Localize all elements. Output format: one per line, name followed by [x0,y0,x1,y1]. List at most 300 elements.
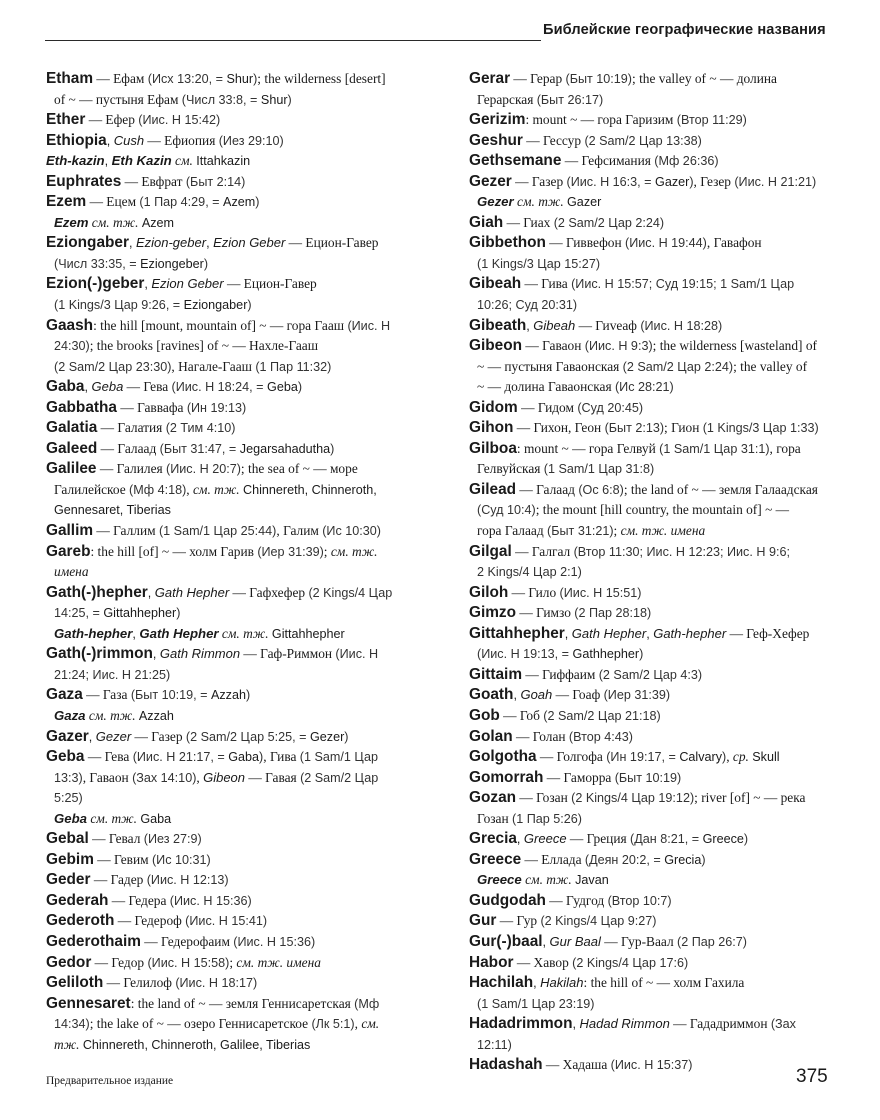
entry-text: (Ис 10:30) [322,524,381,539]
headword: Ethiopia [46,131,107,149]
entry-text: — Гавая [245,769,301,785]
entry-text: (Втор 4:43) [568,729,633,744]
cross-reference-label: имена [54,564,89,580]
entry-continuation-line [469,90,869,111]
entry-text: — Газер [511,173,567,189]
entry-continuation-line [46,336,456,357]
entry-line [46,274,456,295]
entry-text: (1 Sam/1 Цар 23:19) [477,996,595,1011]
entry-text: — Ефиопия [144,132,219,148]
entry-line [46,316,456,337]
entry-text: — Гидом [517,399,578,415]
entry-line [469,911,869,932]
cross-reference-label: см. [171,153,197,169]
entry-text: Gibeah [533,317,576,333]
entry-text: — Гессур [522,132,585,148]
entry-text: — Хадаша [542,1057,611,1073]
entry-line [46,542,456,563]
entry-line [46,870,456,891]
entry-continuation-line [469,459,869,480]
entry-text: ; [613,523,621,539]
entry-text: Chinnereth, Chinneroth, [243,482,377,497]
headword: Gilead [469,480,517,498]
entry-text: — Гур-Ваал [600,933,677,949]
entry-line [469,336,869,357]
entry-text: (Иис. Н [335,647,379,662]
entry-text: — Геф-Хефер [726,625,810,641]
entry-text: 10:26; Суд 20:31) [477,298,578,313]
entry-continuation-line [46,1014,456,1035]
headword-variant: Ezem [54,214,89,230]
headword: Habor [469,953,514,971]
entry-text: ) [689,174,694,189]
entry-text: Hakilah [540,975,584,991]
entry-continuation-line [46,254,456,275]
entry-text: (Иис. Н 12:13) [146,873,229,888]
entry-text: Javan [575,873,609,888]
entry-text: Greece [702,832,744,847]
entry-text: Gathhepher [572,647,640,662]
headword-variant: Eth-kazin [46,153,105,169]
entry-line [46,172,456,193]
entry-text: (Иис. Н [347,318,391,333]
headword: Gittaim [469,665,523,683]
entry-text: Ezion Geber [213,235,286,251]
entry-text: Skull [752,750,780,765]
entry-text: — Голгофа [536,749,607,765]
entry-text: — Гихон, Геон [513,420,605,436]
entry-continuation-line [46,357,456,378]
entry-text: — Ецион-Гавер [223,276,317,292]
entry-text: (Иис. Н 9:3) [584,339,653,354]
headword: Gur [469,912,497,930]
entry-text: (Быт 10:19) [614,770,682,785]
headword: Gederothaim [46,932,141,950]
entry-text: — Гедор [91,954,148,970]
entry-text: , [186,481,193,497]
headword: Gimzo [469,604,517,622]
entry-text: Goah [520,687,553,703]
entry-text: (2 Sam/2 Цар 13:38) [584,133,702,148]
entry-text: Gur Baal [549,933,601,949]
entry-line [46,829,456,850]
entry-text: , гора [769,440,801,456]
entry-text: : mount ~ — гора Гаризим [525,112,677,128]
headword: Gaba [46,378,85,396]
entry-text: (Иез 27:9) [143,832,202,847]
headword: Gomorrah [469,768,544,786]
entry-text: (2 Kings/4 Цар 9:27) [540,914,657,929]
entry-text: ) [255,195,260,210]
entry-text: Shur [226,72,254,86]
entry-line [469,768,869,789]
entry-text: — Гур [496,913,541,929]
entry-text: (Иис. Н 18:17) [175,976,258,991]
entry-text: (1 Пар 5:26) [512,811,582,826]
entry-text: ) [639,647,644,662]
entry-text: — Гададриммон [669,1016,771,1032]
entry-text: (Ин 19:13) [186,400,247,415]
entry-line [46,583,456,604]
entry-text: Cush [113,132,145,148]
entry-line [469,316,869,337]
entry-line [469,603,869,624]
entry-text: (Иис. Н 15:36) [233,934,316,949]
cross-reference-label: см. тж. [86,810,141,826]
entry-text: , [526,318,534,333]
entry-text: Gaba [228,750,260,765]
entry-line [46,233,456,254]
entry-text: ) [330,441,335,456]
entry-text: — Гефсимания [561,153,655,169]
headword: Gibeon [469,337,523,355]
entry-continuation-line [46,295,456,316]
entry-text: (Мф [354,996,380,1011]
entry-text: ; the sea of ~ — море [240,461,358,477]
entry-continuation-line [469,994,869,1015]
entry-text: — Гаморра [543,769,615,785]
entry-text: : the land of ~ — земля Геннисаретская [130,995,355,1011]
headword: Hachilah [469,974,534,992]
cross-reference-label: см. тж. [513,194,568,210]
entry-text: — Галатия [97,420,166,436]
entry-line [469,131,869,152]
entry-text: (1 Kings/3 Цар 9:26, = [54,298,184,313]
headword: Euphrates [46,172,122,190]
entry-text: ; [229,954,237,970]
entry-text: (1 Sam/1 Цар 31:1) [659,441,770,456]
entry-text: (Суд 20:45) [577,400,644,415]
entry-text: ; the wilderness [desert] [257,71,386,86]
headword-variant: Eth Kazin [111,153,172,169]
entry-text: 12:11) [477,1037,512,1052]
entry-text: (2 Sam/2 Цар 5:25, = [185,729,310,744]
entry-text: Shur [260,92,288,107]
entry-text: — Гиффаим [522,666,599,682]
entry-text: — Галгал [511,543,574,559]
cross-reference-label: см. тж. [88,214,142,230]
entry-line [469,788,869,809]
entry-line [469,274,869,295]
entry-text: Гозан [477,810,513,826]
headword: Gur(-)baal [469,932,543,950]
entry-text: — Ефер [85,112,139,128]
entry-text: Gennesaret, Tiberias [54,503,171,518]
entry-text: (Зах [770,1017,796,1032]
entry-continuation-line [469,562,869,583]
cross-reference-label: тж. [54,1036,83,1052]
entry-text: ; [323,543,331,559]
entry-text: (Быт 2:14) [185,174,246,189]
entry-text: — Гевал [88,831,144,847]
headword: Gallim [46,522,94,540]
entry-text: — Гимзо [516,605,575,621]
entry-text: (Быт 10:19, = [130,688,211,703]
entry-text: ; river [of] ~ — река [694,790,806,806]
entry-text: Gazer [655,174,690,189]
entry-text: ; the wilderness [wasteland] of [652,338,817,354]
headword: Goath [469,686,514,704]
headword: Gezer [469,172,512,190]
entry-text: ; the lake of ~ — озеро Геннисаретское [89,1016,312,1032]
entry-continuation-line [469,254,869,275]
entry-continuation-line [469,870,869,891]
headword: Gibeah [469,275,522,293]
entry-text: (Иис. Н 15:37) [610,1058,693,1073]
entry-line [469,439,869,460]
headword: Gareb [46,542,91,560]
entry-text: Ittahkazin [196,154,251,169]
headword: Hadadrimmon [469,1015,573,1033]
entry-text: (Иис. Н 21:21) [734,174,817,189]
entry-line [46,850,456,871]
headword: Gudgodah [469,891,546,909]
entry-text: : the hill [mount, mountain of] ~ — гора Гааш [93,317,348,333]
headword: Geshur [469,131,523,149]
cross-reference-label: см. [361,1016,380,1032]
entry-continuation-line [469,644,869,665]
entry-text: (Ис 10:31) [151,852,211,867]
entry-line [469,542,869,563]
entry-line [46,911,456,932]
entry-text: (2 Sam/2 Цар [300,770,379,785]
entry-text: — Гелилоф [103,975,176,991]
cross-reference-label: см. тж. [85,707,139,723]
entry-text: , Гаваон [82,769,133,785]
entry-text: (2 Sam/2 Цар 2:24) [622,359,734,374]
entry-continuation-line [469,809,869,830]
entry-text: (Иис. Н 19:44) [625,236,707,251]
entry-text: — Гедероф [114,913,186,929]
entry-text: Eziongaber [183,298,248,313]
entry-text: (Исх 13:20, = [147,72,227,86]
entry-text: Gittahhepher [103,606,177,621]
entry-text: — Гаввафа [116,399,187,415]
entry-line [469,69,869,90]
entry-continuation-line [46,665,456,686]
entry-line [469,151,869,172]
entry-text: — Голан [512,728,569,744]
entry-line [46,953,456,974]
entry-text: (Суд 10:4) [477,503,536,518]
entry-line [469,953,869,974]
entry-text: : the hill [of] ~ — холм Гарив [90,543,258,559]
headword: Ether [46,111,86,129]
entry-text: (Иис. Н 15:58) [147,955,230,970]
entry-continuation-line [46,1035,456,1056]
entry-line [469,665,869,686]
entry-line [46,439,456,460]
entry-continuation-line [46,624,456,645]
headword: Gibeath [469,316,527,334]
entry-line [469,932,869,953]
cross-reference-label: ср. [732,749,753,765]
entry-text: — Гафхефер [229,584,309,600]
entry-text: — Гаваон [522,338,585,354]
entry-text: , Галим [276,523,323,539]
entry-continuation-line [46,480,456,501]
entry-text: (Числ 33:8, = [181,92,261,107]
entry-text: : the hill of ~ — холм Гахила [583,975,745,991]
entry-text: Ezion-geber [135,235,207,251]
entry-text: Grecia [664,852,702,867]
entry-text: of ~ — пустыня Ефам [54,91,182,107]
headword: Gittahhepher [469,624,565,642]
entry-line [46,932,456,953]
headword: Gazer [46,727,89,745]
entry-text: (Иис. Н 16:3, = [566,174,656,189]
entry-text: (Числ 33:35, = [54,256,141,271]
entry-line [46,377,456,398]
entry-text: ) [259,750,264,765]
cross-reference-label: см. тж. имена [620,523,706,539]
headword: Gihon [469,419,514,437]
entry-text: — Герар [510,71,566,86]
entry-text: Greece [523,831,567,847]
entry-text: ) [176,606,181,621]
entry-text: — Галаад [97,440,160,456]
entry-text: , [646,626,654,641]
entry-text: (Ис 28:21) [614,380,674,395]
headword: Grecia [469,830,517,848]
headword: Gebim [46,850,94,868]
entry-text: Герарская [477,91,537,107]
entry-text: Calvary [679,750,723,765]
entry-text: — Гозан [516,790,572,806]
cross-reference-label: см. тж. [521,872,576,888]
entry-text: — Гевим [93,851,152,867]
entry-line [469,829,869,850]
entry-text: (2 Пар 26:7) [677,934,747,949]
entry-text: , [106,133,114,148]
header-rule [45,40,541,41]
entry-text: ; the valley of ~ — долина [632,71,777,86]
cross-reference-label: см. тж. [330,543,378,559]
headword: Gederah [46,891,109,909]
entry-text: — Гедерофаим [140,933,234,949]
entry-text: — Ецион-Гавер [285,235,379,251]
headword: Ezem [46,193,87,211]
entry-line [469,973,869,994]
headword: Gath(-)rimmon [46,645,153,663]
entry-text: 5:25) [54,791,83,806]
entry-text: (Иис. Н 18:28) [640,318,723,333]
headword: Gerar [469,70,511,87]
entry-line [46,891,456,912]
entry-text: — Галлим [93,523,159,539]
entry-text: — Гадер [90,872,147,888]
entry-text: Gezer [95,728,132,744]
headword-variant: Gath-hepher [54,625,133,641]
entry-line [46,521,456,542]
entry-text: (Иис. Н 15:41) [185,914,268,929]
entry-continuation-line [46,562,456,583]
headword: Gob [469,706,500,724]
entry-line [469,706,869,727]
entry-continuation-line [469,357,869,378]
headword: Gozan [469,789,517,807]
entry-text: — Газер [131,728,186,744]
entry-text: — Гиveaф [575,317,641,333]
entry-text: (Быт 26:17) [536,92,604,107]
entry-text: ) [701,852,706,867]
entry-text: , Гезер [693,173,735,189]
entry-text: Eziongeber [140,256,204,271]
entry-line [469,583,869,604]
entry-text: (Мф 26:36) [654,154,719,169]
entry-text: 24:30) [54,339,90,354]
entry-text: , [144,277,152,292]
headword: Gedor [46,953,92,971]
entry-text: (Иер 31:39) [257,544,324,559]
entry-text: (Лк 5:1) [311,1017,355,1032]
entry-text: , [354,1016,362,1032]
headword: Golgotha [469,748,537,766]
entry-text: Галилейское [54,481,130,497]
headword: Gaza [46,686,83,704]
headword: Gidom [469,398,518,416]
entry-continuation-line [469,521,869,542]
entry-text: Gezer [309,729,345,744]
entry-text: гора Галаад [477,523,548,539]
entry-line [469,685,869,706]
headword: Eziongaber [46,234,129,252]
entry-line [46,685,456,706]
entry-line [46,418,456,439]
entry-line [469,213,869,234]
entry-continuation-line [46,706,456,727]
entry-text: (Мф 4:18) [129,482,187,497]
entry-text: , [104,154,112,169]
entry-text: — Гива [521,276,572,292]
entry-text: ) [722,750,727,765]
entry-text: (Быт 10:19) [565,72,633,86]
entry-text: ) [344,729,349,744]
headword: Gabbatha [46,398,117,416]
entry-text: Gath-hepher [653,625,727,641]
entry-text: 13:3) [54,770,83,785]
entry-text: — Гудгод [545,892,608,908]
entry-text: ) [247,298,252,313]
entry-text: (2 Sam/2 Цар 21:18) [543,708,661,723]
entry-text: (Иис. Н 15:42) [138,113,221,128]
headword: Gibbethon [469,234,546,252]
entry-text: (2 Kings/4 Цар 17:6) [572,955,689,970]
entry-continuation-line [46,90,456,111]
headword: Giloh [469,583,509,601]
entry-text: — Гиввефон [545,235,625,251]
entry-text: — Еллада [521,851,585,867]
entry-line [46,727,456,748]
entry-line [46,994,456,1015]
entry-text: Geba [267,380,298,395]
entry-text: (Иез 29:10) [218,133,284,148]
entry-text: 21:24; Иис. Н 21:25) [54,667,171,682]
entry-text: Gath Hepher [571,625,647,641]
entry-text: , [513,688,521,703]
entry-line [469,850,869,871]
entry-text: (1 Kings/3 Цар 15:27) [477,256,601,271]
entry-text: — Гева [123,379,172,395]
entry-continuation-line [469,192,869,213]
entry-text: ) [743,832,749,847]
entry-text: Gittahhepher [271,626,345,641]
entry-text: 14:34) [54,1017,90,1032]
cross-reference-label: см. тж. имена [236,954,321,970]
entry-text: — Галаад [516,481,579,497]
entry-continuation-line [46,809,456,830]
entry-text: (Иис. Н 15:57; Суд 19:15; 1 Sam/1 Цар [571,277,795,292]
